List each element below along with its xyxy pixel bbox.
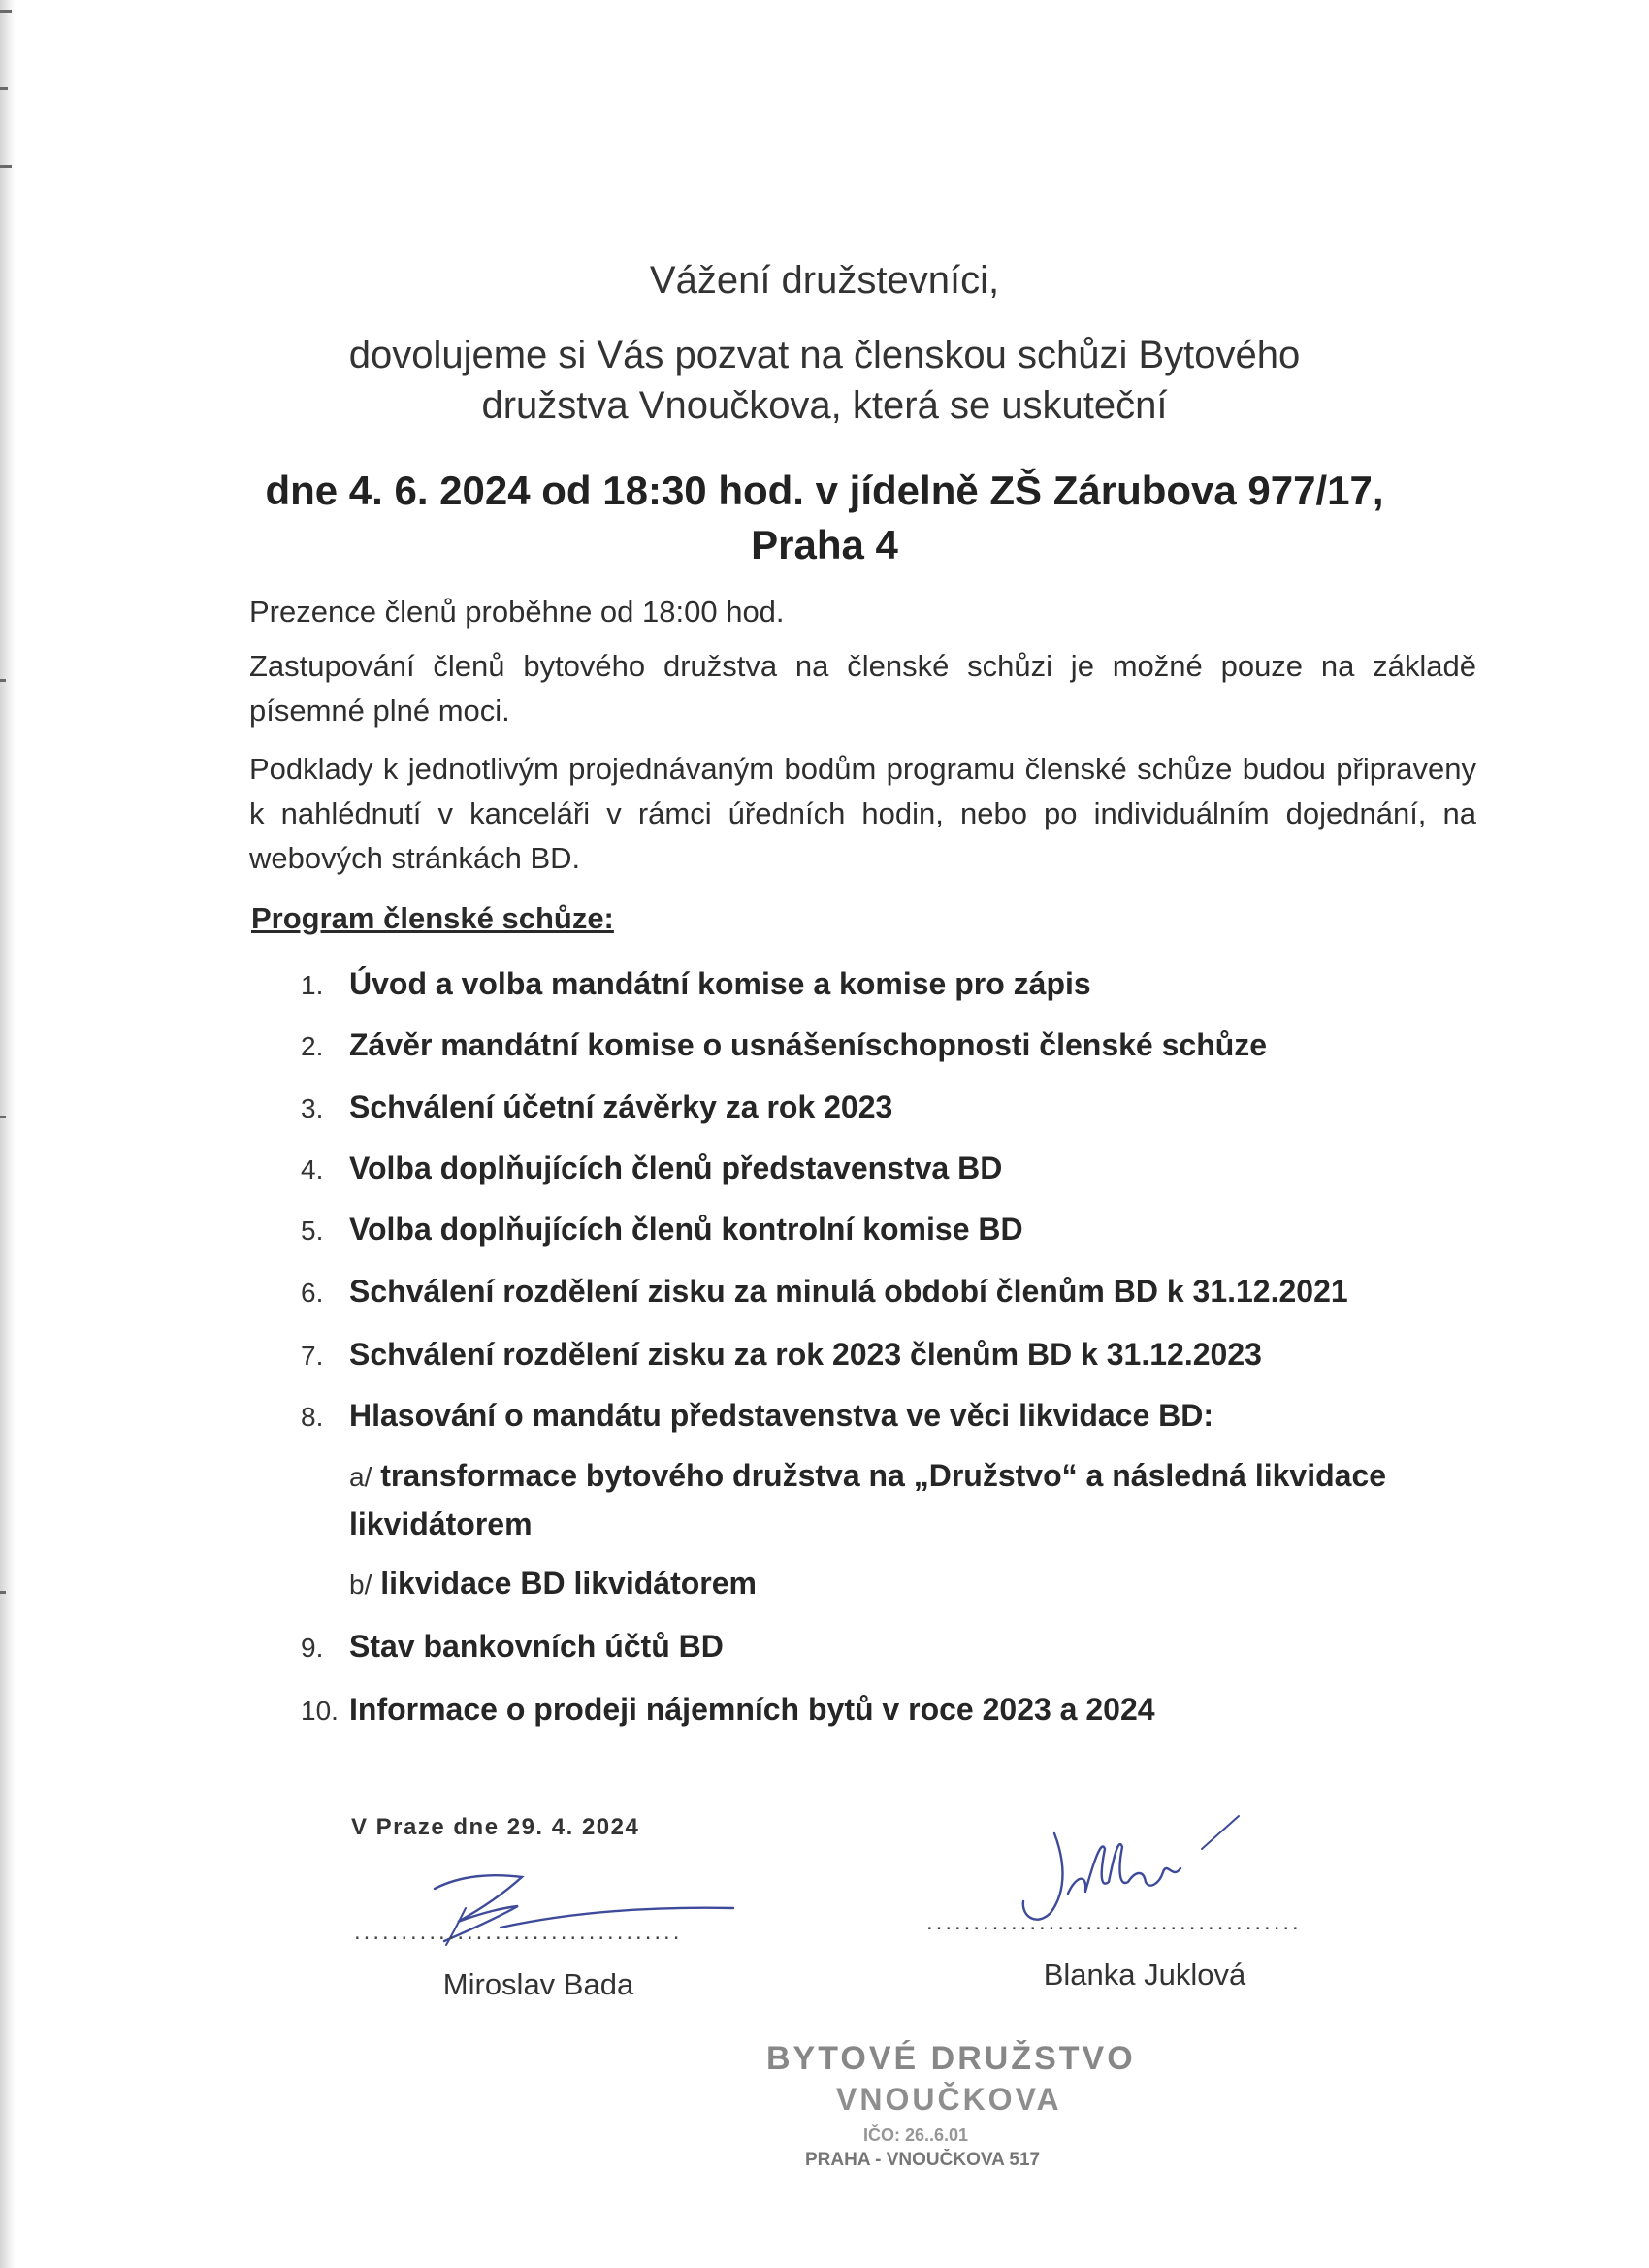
place-and-date: V Praze dne 29. 4. 2024 (351, 1814, 640, 1840)
program-item-number: 6. (301, 1278, 324, 1308)
program-item-text: Schválení rozdělení zisku za minulá období členům BD k 31.12.2021 (349, 1274, 1348, 1309)
invitation-text (242, 330, 1406, 431)
program-item-text: Schválení účetní závěrky za rok 2023 (349, 1089, 893, 1124)
cooperative-stamp (766, 2023, 1174, 2168)
program-item (301, 1333, 1262, 1377)
invitation-line-1: dovolujeme si Vás pozvat na členskou schůzi Bytového (348, 334, 1301, 376)
program-item-text: Informace o prodeji nájemních bytů v roce 2023 a 2024 (349, 1692, 1155, 1727)
program-item-number: 9. (301, 1633, 324, 1663)
signatory-right-name: Blanka Juklová (1043, 1958, 1246, 1992)
program-item-number: 2. (301, 1031, 324, 1061)
subitem-prefix: b/ (349, 1570, 372, 1600)
program-item-number: 5. (301, 1215, 324, 1246)
presence-note: Prezence členů proběhne od 18:00 hod. (249, 595, 785, 629)
program-item-number: 4. (301, 1154, 324, 1184)
program-item (301, 1394, 1213, 1439)
program-item (301, 962, 1091, 1007)
stamp-line-2: VNOUČKOVA (836, 2082, 1062, 2117)
invitation-line-2: družstva Vnoučkova, která se uskuteční (481, 384, 1168, 427)
program-item-text: Volba doplňujících členů kontrolní komise BD (349, 1212, 1023, 1247)
program-item-number: 7. (301, 1341, 324, 1371)
signature-line-right: ........................................ (926, 1909, 1302, 1935)
program-title: Program členské schůze: (251, 901, 614, 935)
stamp-line-1: BYTOVÉ DRUŽSTVO (766, 2040, 1136, 2077)
program-item-text: Úvod a volba mandátní komise a komise pro zápis (349, 966, 1091, 1001)
meeting-date-line-1: dne 4. 6. 2024 od 18:30 hod. v jídelně ZŠ Zárubova 977/17, (265, 468, 1384, 513)
program-item-text: Schválení rozdělení zisku za rok 2023 členům BD k 31.12.2023 (349, 1337, 1262, 1372)
program-item-text: Hlasování o mandátu představenstva ve věci likvidace BD: (349, 1398, 1214, 1433)
program-item-text: Stav bankovních účtů BD (349, 1629, 724, 1664)
program-item-number: 3. (301, 1093, 324, 1123)
program-item (301, 1688, 1155, 1733)
subitem-prefix: a/ (349, 1462, 372, 1492)
greeting: Vážení družstevníci, (649, 259, 1000, 302)
program-item-number: 10. (301, 1696, 339, 1726)
program-item (301, 1023, 1267, 1068)
program-subitem-a (349, 1452, 1484, 1547)
stamp-line-3: IČO: 26..6.01 (863, 2125, 969, 2145)
signature-line-left: ................................... (354, 1919, 683, 1945)
program-item-number: 1. (301, 970, 324, 1000)
program-subitem-b (349, 1560, 1484, 1608)
program-item (301, 1208, 1023, 1252)
program-item (301, 1147, 1002, 1191)
program-item (301, 1085, 892, 1130)
program-item (301, 1270, 1348, 1314)
subitem-text: transformace bytového družstva na „Družstvo“ a následná likvidace likvidátorem (349, 1458, 1387, 1541)
subitem-text: likvidace BD likvidátorem (380, 1566, 757, 1601)
materials-note: Podklady k jednotlivým projednávaným bodům programu členské schůze budou připraveny k nahlédnutí v kanceláři v rámci úředních hodin, nebo po individuálním dojednání, na webových stránkách BD. (249, 752, 1476, 875)
program-item-text: Volba doplňujících členů představenstva BD (349, 1150, 1003, 1185)
program-item-number: 8. (301, 1402, 324, 1432)
signatory-left-name: Miroslav Bada (442, 1967, 634, 2001)
stamp-line-4: PRAHA - VNOUČKOVA 517 (805, 2150, 1041, 2168)
meeting-date-line-2: Praha 4 (751, 522, 898, 567)
program-item (301, 1625, 724, 1669)
meeting-date-place (194, 464, 1455, 572)
representation-note: Zastupování členů bytového družstva na členské schůzi je možné pouze na základě písemné plné moci. (249, 649, 1476, 728)
program-item-text: Závěr mandátní komise o usnášeníschopnosti členské schůze (349, 1027, 1268, 1062)
